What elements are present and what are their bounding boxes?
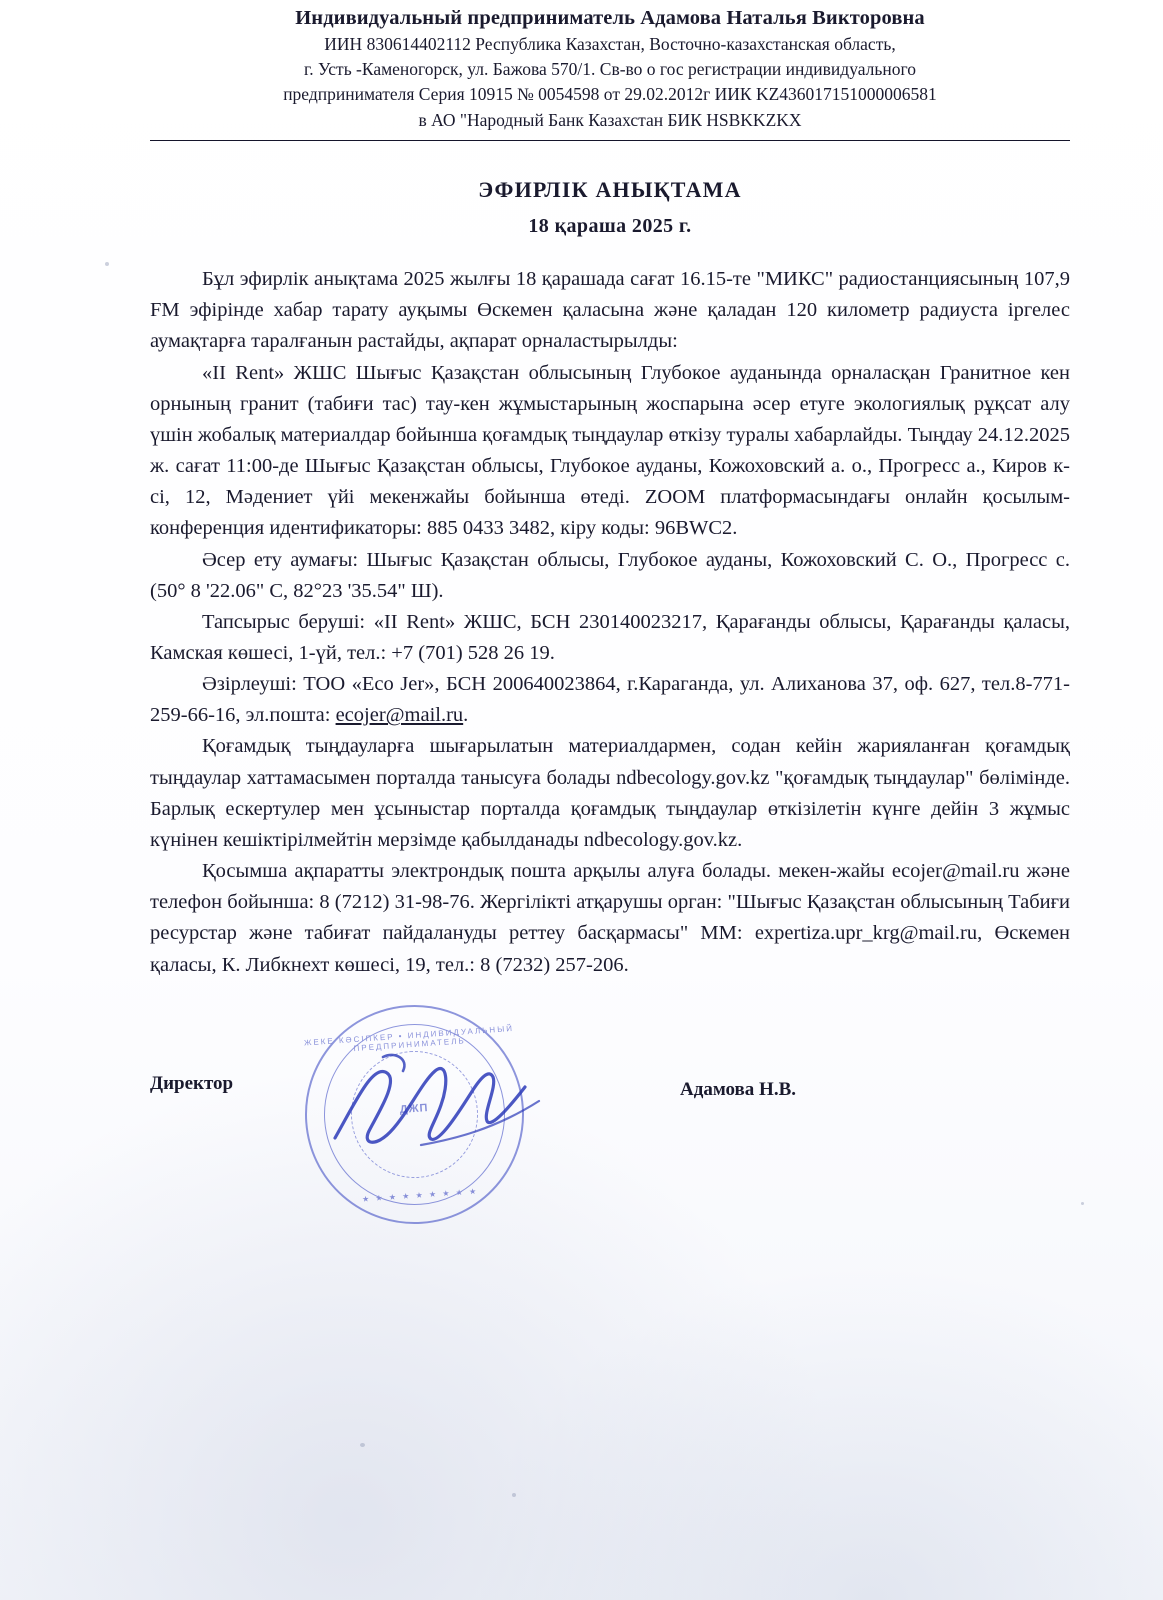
document-date: 18 қараша 2025 г. xyxy=(528,215,692,238)
letterhead-line-1: Индивидуальный предприниматель Адамова Наталья Викторовна xyxy=(295,7,925,29)
signature-row xyxy=(150,1023,1070,1204)
paragraph-portal-materials: Қоғамдық тыңдауларға шығарылатын материалдармен, содан кейін жарияланған қоғамдық тыңдаулар хаттамасымен порталда танысуға болады ndbecology.gov.kz "қоғамдық тыңдаулар" бөлімінде. Барлық ескертулер мен ұсыныстар порталда қоғамдық тыңдаулар өткізілетін күнге дейін 3 жұмыс күнінен кешіктірілмейтін мерзімде қабылданады ndbecology.gov.kz. xyxy=(150,735,1070,851)
signatory-role: Директор xyxy=(150,1072,234,1094)
letterhead-divider xyxy=(150,140,1070,141)
document-content xyxy=(150,0,1070,1204)
letterhead-line-4: предпринимателя Серия 10915 № 0054598 от 29.02.2012г ИИК KZ436017151000006581 xyxy=(283,84,937,105)
scan-speck xyxy=(512,1493,516,1497)
paragraph-intro: Бұл эфирлік анықтама 2025 жылғы 18 қарашада сағат 16.15-те "МИКС" радиостанциясының 107,9 FM эфірінде хабар тарату ауқымы Өскемен қаласына және қаладан 120 километр радиуста іргелес аумақтарға таралғанын растайды, ақпарат орналастырылды: xyxy=(150,268,1070,353)
document-body xyxy=(150,264,1070,981)
paragraph-customer: Тапсырыс беруші: «II Rent» ЖШС, БСН 230140023217, Қарағанды облысы, Қарағанды қаласы, Камская көшесі, 1-үй, тел.: +7 (701) 528 26 19. xyxy=(150,610,1070,664)
developer-email-link[interactable]: ecojer@mail.ru xyxy=(335,704,464,727)
stamp-top-text: ЖЕКЕ КӘСІПКЕР • ИНДИВИДУАЛЬНЫЙ ПРЕДПРИНИМАТЕЛЬ xyxy=(303,1023,515,1053)
company-stamp xyxy=(298,997,532,1231)
developer-text-after: . xyxy=(463,704,469,727)
scan-speck xyxy=(105,262,109,266)
scan-speck xyxy=(1081,1202,1084,1205)
paragraph-developer xyxy=(150,669,1070,731)
letterhead-line-5: в АО "Народный Банк Казахстан БИК HSBKKZKX xyxy=(418,109,802,130)
letterhead xyxy=(150,0,1070,141)
scan-speck xyxy=(360,1443,365,1447)
stamp-bottom-text: ★ ★ ★ ★ ★ ★ ★ ★ ★ xyxy=(361,1186,479,1204)
letterhead-line-2: ИИН 830614402112 Республика Казахстан, Восточно-казахстанская область, xyxy=(324,33,896,54)
letterhead-line-3: г. Усть -Каменогорск, ул. Бажова 570/1. Св-во о гос регистрации индивидуального xyxy=(304,59,916,79)
stamp-center-text: ДЖП xyxy=(399,1101,429,1116)
developer-text-before: Әзірлеуші: ТОО «Eco Jer», БСН 200640023864, г.Караганда, ул. Алиханова 37, оф. 627, тел.8-771-259-66-16, эл.пошта: xyxy=(150,673,1070,727)
paragraph-hearing-notice: «II Rent» ЖШС Шығыс Қазақстан облысының Глубокое ауданында орналасқан Гранитное кен орнының гранит (табиғи тас) тау-кен жұмыстарының жоспарына әсер етуге экологиялық рұқсат алу үшін жобалық материалдар бойынша қоғамдық тыңдаулар өткізу туралы хабарлайды. Тыңдау 24.12.2025 ж. сағат 11:00-де Шығыс Қазақстан облысы, Глубокое ауданы, Кожоховский а. о., Прогресс а., Киров к-сі, 12, Мәдениет үйі мекенжайы бойынша өтеді. ZOOM платформасындағы онлайн қосылым-конференция идентификаторы: 885 0433 3482, кіру коды: 96BWC2. xyxy=(150,361,1070,540)
document-title: ЭФИРЛІК АНЫҚТАМА xyxy=(478,177,742,203)
signatory-name: Адамова Н.В. xyxy=(680,1078,797,1100)
paragraph-impact-zone: Әсер ету аумағы: Шығыс Қазақстан облысы, Глубокое ауданы, Кожоховский С. О., Прогресс с. (50° 8 '22.06" С, 82°23 '35.54" Ш). xyxy=(150,548,1070,602)
paragraph-additional-info: Қосымша ақпаратты электрондық пошта арқылы алуға болады. мекен-жайы ecojer@mail.ru және телефон бойынша: 8 (7212) 31-98-76. Жергілікті атқарушы орган: "Шығыс Қазақстан облысының Табиғи ресурстар және табиғат пайдалануды реттеу басқармасы" ММ: expertiza.upr_krg@mail.ru, Өскемен қаласы, К. Либкнехт көшесі, 19, тел.: 8 (7232) 257-206. xyxy=(150,860,1070,976)
